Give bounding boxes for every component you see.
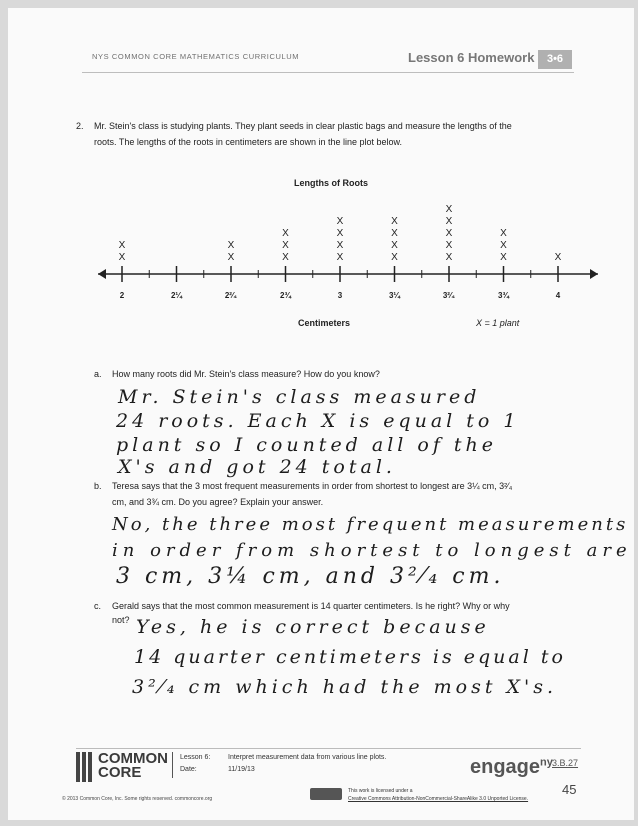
- footer-date: 11/19/13: [228, 766, 255, 773]
- plot-x-mark: X: [282, 252, 289, 263]
- plot-title: Lengths of Roots: [294, 178, 368, 188]
- engageny-logo: [470, 756, 553, 779]
- plot-x-mark: X: [391, 240, 398, 251]
- arrow-left-icon: [98, 269, 106, 279]
- tick-label: 2¾: [279, 291, 292, 300]
- plot-x-mark: X: [282, 228, 289, 239]
- tick-label: 3²⁄₄: [442, 291, 456, 300]
- plot-x-mark: X: [336, 216, 344, 227]
- problem-text-line2: roots. The lengths of the roots in centimeters are shown in the line plot below.: [94, 137, 403, 147]
- page-code: 3.B.27: [552, 758, 579, 768]
- problem-number: 2.: [76, 121, 84, 131]
- footer-lesson-label: Lesson 6:: [180, 754, 211, 761]
- question-a-text: How many roots did Mr. Stein's class measure? How do you know?: [112, 369, 380, 379]
- plot-x-mark: X: [118, 240, 126, 251]
- plot-x-mark: X: [118, 252, 126, 263]
- question-c-text-line1: Gerald says that the most common measurement is 14 quarter centimeters. Is he right? Why or why: [112, 601, 510, 611]
- question-b-text-line2: cm, and 3¾ cm. Do you agree? Explain your answer.: [112, 497, 324, 507]
- footer-rule: [76, 748, 581, 749]
- answer-b-line2: in order from shortest to longest are: [112, 540, 632, 561]
- plot-canvas: [90, 178, 610, 338]
- page-number: 45: [562, 782, 577, 797]
- license-line1: This work is licensed under a: [348, 788, 413, 794]
- plot-x-mark: X: [500, 252, 507, 263]
- plot-x-mark: X: [500, 228, 507, 239]
- plot-x-mark: X: [391, 228, 398, 239]
- plot-x-mark: X: [445, 240, 453, 251]
- tick-label: 2: [119, 291, 125, 300]
- answer-c-line1: Yes, he is correct because: [136, 616, 490, 638]
- footer-lesson-desc: Interpret measurement data from various line plots.: [228, 754, 387, 761]
- answer-b-line3: 3 cm, 3¼ cm, and 3²⁄₄ cm.: [116, 564, 505, 589]
- plot-x-mark: X: [282, 240, 289, 251]
- answer-c-line2: 14 quarter centimeters is equal to: [134, 646, 566, 668]
- footer-date-label: Date:: [180, 766, 197, 773]
- grade-module-badge: 3•6: [538, 50, 572, 69]
- plot-x-mark: X: [445, 228, 453, 239]
- tick-label: 3¼: [388, 291, 401, 300]
- question-b-text-line1: Teresa says that the 3 most frequent measurements in order from shortest to longest are 3¼ cm, 3²⁄₄: [112, 481, 513, 491]
- plot-x-mark: X: [336, 240, 344, 251]
- answer-a-line2: 24 roots. Each X is equal to 1: [116, 410, 520, 432]
- plot-x-mark: X: [336, 252, 344, 263]
- question-c-text-line2: not?: [112, 615, 130, 625]
- plot-x-mark: X: [391, 252, 398, 263]
- plot-x-mark: X: [445, 252, 453, 263]
- question-a-label: a.: [94, 369, 102, 379]
- line-plot: [90, 178, 610, 338]
- license-line2[interactable]: Creative Commons Attribution-NonCommercial-ShareAlike 3.0 Unported License.: [348, 796, 529, 802]
- cc-license-badge: [310, 788, 342, 800]
- answer-a-line3: plant so I counted all of the: [116, 434, 498, 456]
- tick-label: 2²⁄₄: [224, 291, 238, 300]
- curriculum-name: NYS COMMON CORE MATHEMATICS CURRICULUM: [92, 52, 300, 61]
- engageny-logo-text: engage: [470, 756, 541, 778]
- logo-bar-3: [88, 752, 92, 782]
- answer-c-line3: 3²⁄₄ cm which had the most X's.: [132, 676, 558, 698]
- logo-bar-2: [82, 752, 86, 782]
- answer-b-line1: No, the three most frequent measurements: [112, 514, 629, 535]
- lesson-title: Lesson 6 Homework: [408, 50, 535, 65]
- engageny-logo-sup: ny: [540, 756, 553, 769]
- question-b-label: b.: [94, 481, 102, 491]
- plot-x-mark: X: [227, 252, 235, 263]
- footer-divider: [172, 752, 173, 778]
- tick-label: 2¼: [170, 291, 183, 300]
- plot-key: X = 1 plant: [476, 318, 520, 328]
- problem-text-line1: Mr. Stein's class is studying plants. They plant seeds in clear plastic bags and measure the lengths of the: [94, 121, 512, 131]
- plot-x-mark: X: [445, 204, 453, 215]
- tick-label: 3¾: [497, 291, 510, 300]
- logo-common: COMMON: [98, 750, 168, 767]
- plot-x-mark: X: [391, 216, 398, 227]
- copyright: © 2013 Common Core, Inc. Some rights reserved. commoncore.org: [62, 796, 213, 802]
- x-axis-label: Centimeters: [298, 318, 351, 328]
- answer-a-line4: X's and got 24 total.: [118, 456, 396, 478]
- plot-x-mark: X: [227, 240, 235, 251]
- arrow-right-icon: [590, 269, 598, 279]
- plot-x-mark: X: [336, 228, 344, 239]
- tick-label: 3: [337, 291, 343, 300]
- plot-x-mark: X: [554, 252, 562, 263]
- plot-x-mark: X: [445, 216, 453, 227]
- plot-x-mark: X: [500, 240, 507, 251]
- question-c-label: c.: [94, 601, 102, 611]
- logo-core: CORE: [98, 764, 142, 781]
- logo-bar-1: [76, 752, 80, 782]
- tick-label: 4: [555, 291, 561, 300]
- answer-a-line1: Mr. Stein's class measured: [118, 386, 481, 408]
